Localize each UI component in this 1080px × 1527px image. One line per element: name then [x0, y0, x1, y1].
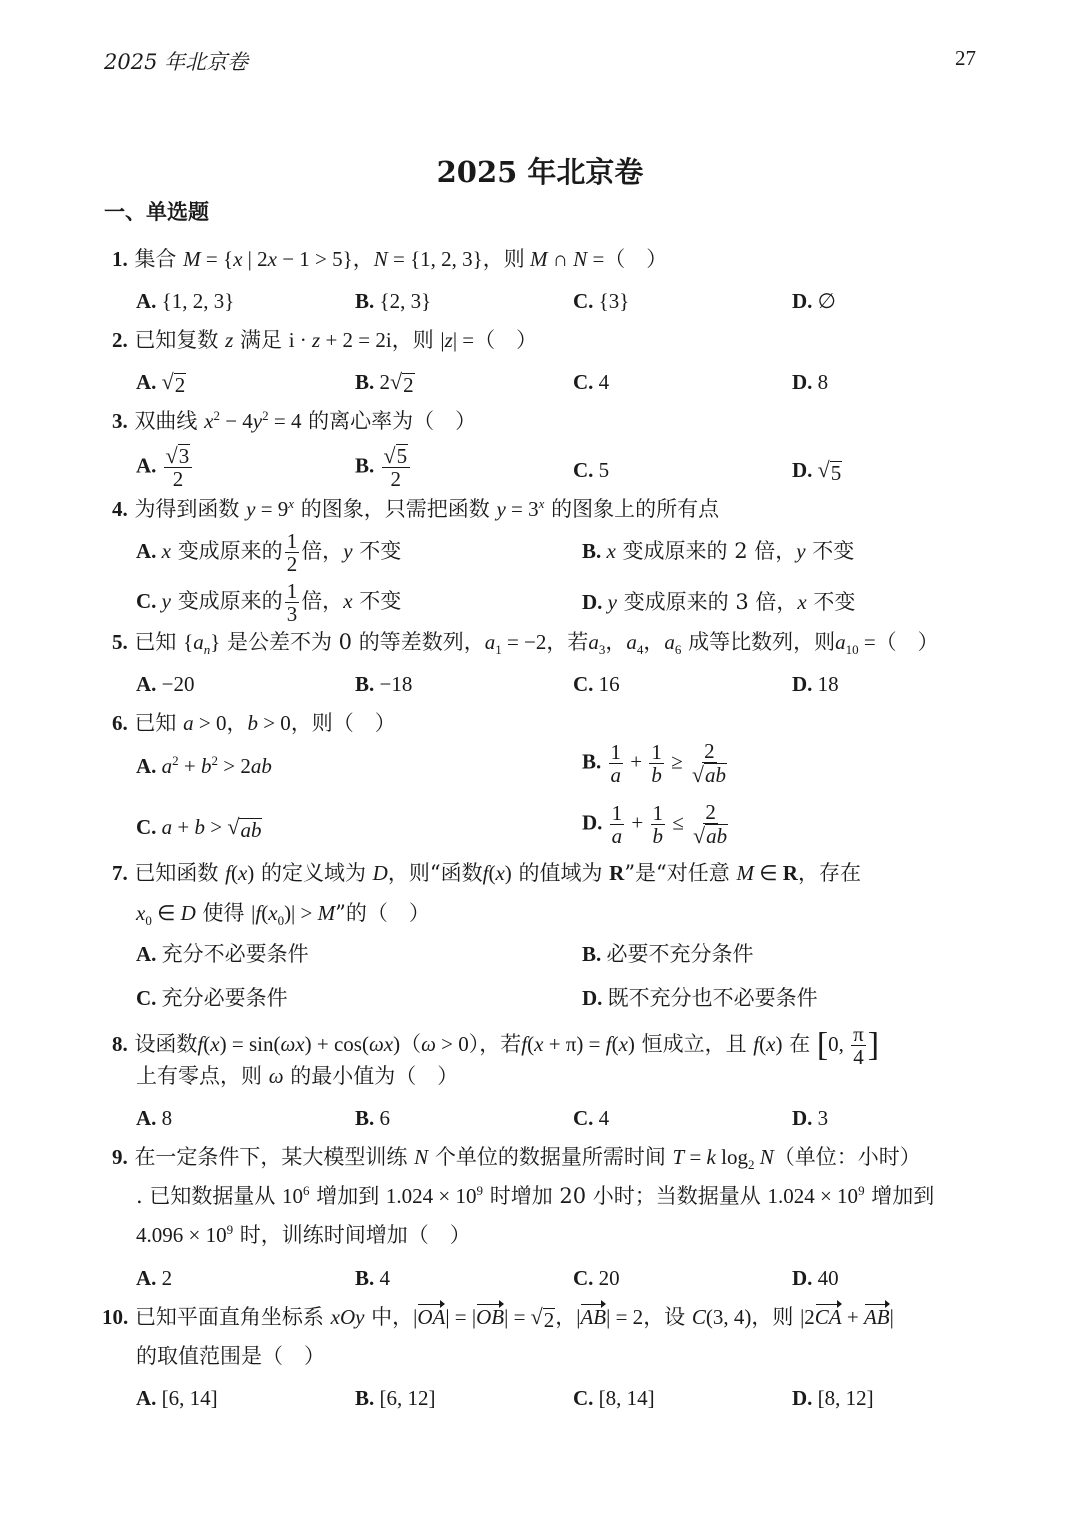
- option-c[interactable]: C. 16: [573, 672, 620, 696]
- option-b[interactable]: B. 2 √ 2: [355, 369, 414, 397]
- option-d[interactable]: D. 18: [792, 672, 839, 696]
- question-3: 3. 双曲线 $x^2 - 4y^2 = 4$ 的离心率为（ ）: [112, 408, 477, 433]
- option-b[interactable]: B. [6, 12]: [355, 1386, 436, 1410]
- option-c[interactable]: C. 4: [573, 370, 610, 394]
- option-d[interactable]: D. [8, 12]: [792, 1386, 874, 1410]
- option-d[interactable]: D. y 变成原来的 3 倍，x 不变: [582, 590, 856, 614]
- option-c[interactable]: C. a + b > √ ab: [136, 814, 262, 842]
- math-expression: M = {x | 2x − 1 > 5}，N = {1, 2, 3}，则 M ∩ N =（ ）: [183, 247, 668, 271]
- option-a[interactable]: A. √ 3 2: [136, 444, 194, 490]
- question-5: 5. 已知 $\{a_n\}$ 是公差不为 0 的等差数列，$a_1 = -2$，若$a_3$，$a_4$，$a_6$ 成等比数列，则$a_{10}$ =（ ）: [112, 630, 939, 658]
- option-d[interactable]: D. $\frac{1}{a}$ + $\frac{1}{b}$ ≤ 2 √ ab: [582, 800, 728, 848]
- option-b[interactable]: B. −18: [355, 672, 413, 696]
- option-a[interactable]: A. x 变成原来的 $\frac{1}{2}$ 倍，y 不变: [136, 529, 402, 576]
- option-d[interactable]: D. 40: [792, 1266, 839, 1290]
- option-b[interactable]: B. √ 5 2: [355, 444, 412, 490]
- question-8-line-2: 上有零点，则 ω 的最小值为（ ）: [136, 1064, 459, 1088]
- option-c[interactable]: C. 20: [573, 1266, 620, 1290]
- question-7-line-2: $x_0$ ∈ D 使得 $|f(x_0)| > M$”的（ ）: [136, 901, 430, 929]
- option-d[interactable]: D. 8: [792, 370, 829, 394]
- question-6: 6. 已知 a > 0，b > 0，则（ ）: [112, 711, 396, 735]
- question-10-line-2: 的取值范围是（ ）: [136, 1344, 325, 1368]
- option-a[interactable]: A. [6, 14]: [136, 1386, 218, 1410]
- question-4: 4. 为得到函数 $y = 9^x$ 的图象，只需把函数 $y = 3^x$ 的图象上的所有点: [112, 496, 720, 521]
- question-7: 7. 已知函数 f(x) 的定义域为 D，则“函数f(x) 的值域为 R”是“对任意 M ∈ R，存在: [112, 861, 861, 885]
- option-a[interactable]: A. {1, 2, 3}: [136, 289, 235, 313]
- page-title: 2025 年北京卷: [436, 155, 644, 189]
- option-c[interactable]: C. {3}: [573, 289, 630, 313]
- question-1: [112, 245, 667, 273]
- question-8: 8. 设函数f(x) = sin(ωx) + cos(ωx)（ω > 0），若f(x + π) = f(x) 恒成立，且 f(x) 在 [0, $\frac{\pi}{4}$ ]: [112, 1022, 880, 1069]
- option-b[interactable]: B. 6: [355, 1106, 391, 1130]
- option-c[interactable]: C. 4: [573, 1106, 610, 1130]
- question-number: 1.: [112, 247, 128, 271]
- running-header: 2025 年北京卷: [104, 50, 249, 74]
- option-a[interactable]: A. −20: [136, 672, 195, 696]
- option-a[interactable]: A. 8: [136, 1106, 173, 1130]
- option-c[interactable]: C. [8, 14]: [573, 1386, 655, 1410]
- option-a[interactable]: A. $a^2 + b^2 > 2ab$: [136, 753, 272, 778]
- option-d[interactable]: D. √ 5: [792, 457, 842, 485]
- option-c[interactable]: C. 充分必要条件: [136, 986, 288, 1010]
- option-b[interactable]: B. x 变成原来的 2 倍，y 不变: [582, 539, 855, 563]
- option-d[interactable]: D. 既不充分也不必要条件: [582, 986, 818, 1010]
- question-9: 9. 在一定条件下，某大模型训练 N 个单位的数据量所需时间 T = k $\log_2 N$（单位：小时）: [112, 1145, 921, 1173]
- question-9-line-2: . 已知数据量从 $10^6$ 增加到 $1.024 \times 10^9$ 时增加 20 小时；当数据量从 $1.024 \times 10^9$ 增加到: [136, 1183, 935, 1208]
- option-d[interactable]: D. ∅: [792, 289, 836, 313]
- question-10: 10. 已知平面直角坐标系 xOy 中，|OA| = |OB| = √ 2 ，|AB| = 2，设 C(3, 4)，则 |2CA + AB|: [102, 1304, 894, 1332]
- option-a[interactable]: A. √ 2: [136, 369, 186, 397]
- option-c[interactable]: C. 5: [573, 458, 610, 482]
- question-text: 集合: [134, 247, 177, 271]
- option-c[interactable]: C. y 变成原来的 $\frac{1}{3}$ 倍，x 不变: [136, 579, 402, 626]
- option-a[interactable]: A. 充分不必要条件: [136, 942, 309, 966]
- question-2: 2. 已知复数 z 满足 i · z + 2 = 2i，则 |z| =（ ）: [112, 328, 538, 352]
- section-heading: 一、单选题: [104, 199, 209, 224]
- option-d[interactable]: D. 3: [792, 1106, 829, 1130]
- option-b[interactable]: B. 4: [355, 1266, 391, 1290]
- question-9-line-3: $4.096 \times 10^9$ 时，训练时间增加（ ）: [136, 1222, 471, 1247]
- option-a[interactable]: A. 2: [136, 1266, 173, 1290]
- page-number: 27: [955, 46, 976, 70]
- option-b[interactable]: B. 必要不充分条件: [582, 942, 754, 966]
- option-b[interactable]: B. $\frac{1}{a}$ + $\frac{1}{b}$ ≥ 2 √ ab: [582, 739, 726, 787]
- option-b[interactable]: B. {2, 3}: [355, 289, 432, 313]
